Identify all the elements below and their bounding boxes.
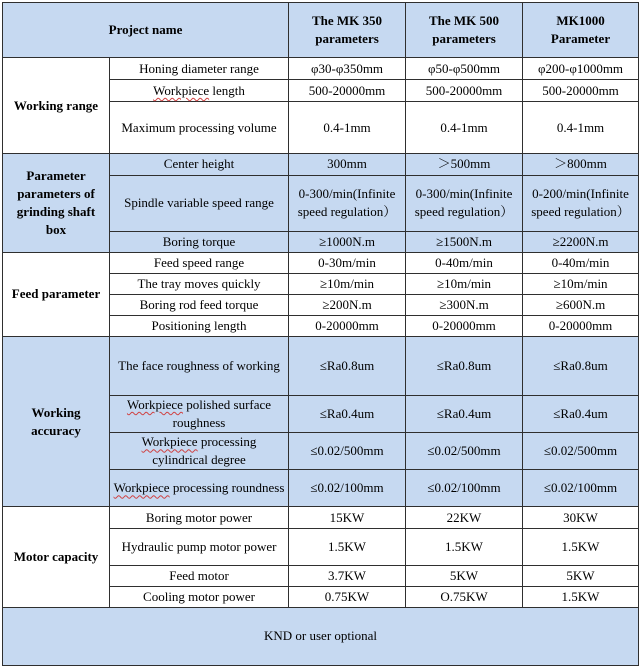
header-row <box>3 3 639 58</box>
cell-mk500: O.75KW <box>406 586 523 607</box>
cell-mk1000: φ200-φ1000mm <box>523 58 639 80</box>
cell-mk1000: ≥10m/min <box>523 273 639 294</box>
group-working-accuracy: Working accuracy <box>3 336 110 507</box>
cell-mk350: 15KW <box>289 507 406 528</box>
row-label-wavy: Workpiece <box>126 397 183 413</box>
cell-mk1000: ≥2200N.m <box>523 231 639 252</box>
table-row <box>3 154 639 175</box>
cell-mk500: 0-20000mm <box>406 315 523 336</box>
row-label: Feed motor <box>110 565 289 586</box>
cell-mk1000: 5KW <box>523 565 639 586</box>
cell-mk1000: 0-40m/min <box>523 252 639 273</box>
cell-mk500: φ50-φ500mm <box>406 58 523 80</box>
parameter-table <box>2 2 639 666</box>
cell-mk350: ≤0.02/100mm <box>289 470 406 507</box>
cell-mk350: φ30-φ350mm <box>289 58 406 80</box>
header-project-name: Project name <box>3 3 289 58</box>
row-label <box>110 433 289 470</box>
header-mk500: The MK 500 parameters <box>406 3 523 58</box>
cell-mk1000: ≥600N.m <box>523 294 639 315</box>
row-label: The tray moves quickly <box>110 273 289 294</box>
row-label: Cooling motor power <box>110 586 289 607</box>
cell-mk350: 0.75KW <box>289 586 406 607</box>
group-shaft-box: Parameter parameters of grinding shaft box <box>3 154 110 252</box>
cell-mk350: ≤Ra0.8um <box>289 336 406 395</box>
row-label-rest: processing roundness <box>169 480 285 496</box>
header-mk350: The MK 350 parameters <box>289 3 406 58</box>
group-working-range: Working range <box>3 58 110 154</box>
row-label <box>110 470 289 507</box>
footer-row <box>3 607 639 665</box>
row-label: Spindle variable speed range <box>110 175 289 231</box>
cell-mk500: 0-300/min(Infinite speed regulation） <box>406 175 523 231</box>
cell-mk500: 0-40m/min <box>406 252 523 273</box>
row-label: Boring motor power <box>110 507 289 528</box>
group-feed-parameter: Feed parameter <box>3 252 110 336</box>
cell-mk500: ≤0.02/500mm <box>406 433 523 470</box>
cell-mk1000: 1.5KW <box>523 528 639 565</box>
row-label: Feed speed range <box>110 252 289 273</box>
cell-mk1000: 0-200/min(Infinite speed regulation） <box>523 175 639 231</box>
cell-mk1000: ＞800mm <box>523 154 639 175</box>
cell-mk350: ≥200N.m <box>289 294 406 315</box>
cell-mk350: 1.5KW <box>289 528 406 565</box>
cell-mk1000: ≤Ra0.8um <box>523 336 639 395</box>
row-label: Maximum processing volume <box>110 102 289 154</box>
cell-mk500: ≤Ra0.8um <box>406 336 523 395</box>
cell-mk500: 5KW <box>406 565 523 586</box>
row-label: Boring rod feed torque <box>110 294 289 315</box>
cell-mk500: ≥1500N.m <box>406 231 523 252</box>
group-motor-capacity: Motor capacity <box>3 507 110 607</box>
cell-mk500: ≥10m/min <box>406 273 523 294</box>
cell-mk1000: 30KW <box>523 507 639 528</box>
row-label: Boring torque <box>110 231 289 252</box>
row-label-rest: length <box>209 82 245 98</box>
row-label: Positioning length <box>110 315 289 336</box>
header-mk1000: MK1000 Parameter <box>523 3 639 58</box>
cell-mk350: ≤Ra0.4um <box>289 396 406 433</box>
cell-mk500: ≤Ra0.4um <box>406 396 523 433</box>
cell-mk350: 3.7KW <box>289 565 406 586</box>
cell-mk500: 0.4-1mm <box>406 102 523 154</box>
cell-mk1000: ≤0.02/100mm <box>523 470 639 507</box>
cell-mk500: ≤0.02/100mm <box>406 470 523 507</box>
table-row <box>3 336 639 395</box>
footer-note: KND or user optional <box>3 607 639 665</box>
cell-mk500: 500-20000mm <box>406 80 523 102</box>
cell-mk1000: 1.5KW <box>523 586 639 607</box>
row-label-rest: processing cylindrical degree <box>152 434 257 468</box>
row-label-rest: polished surface roughness <box>172 397 272 431</box>
cell-mk350: 0-20000mm <box>289 315 406 336</box>
row-label: The face roughness of working <box>110 336 289 395</box>
cell-mk350: ≤0.02/500mm <box>289 433 406 470</box>
row-label <box>110 396 289 433</box>
row-label <box>110 80 289 102</box>
row-label-wavy: Workpiece <box>153 82 210 98</box>
cell-mk350: 0-30m/min <box>289 252 406 273</box>
cell-mk350: 0-300/min(Infinite speed regulation） <box>289 175 406 231</box>
table-row <box>3 252 639 273</box>
cell-mk500: 22KW <box>406 507 523 528</box>
cell-mk1000: ≤0.02/500mm <box>523 433 639 470</box>
row-label-wavy: Workpiece <box>141 434 198 450</box>
cell-mk350: 300mm <box>289 154 406 175</box>
row-label: Honing diameter range <box>110 58 289 80</box>
table-row <box>3 507 639 528</box>
cell-mk1000: 0-20000mm <box>523 315 639 336</box>
cell-mk1000: ≤Ra0.4um <box>523 396 639 433</box>
row-label-wavy: Workpiece <box>113 480 170 496</box>
table-row <box>3 58 639 80</box>
cell-mk500: ＞500mm <box>406 154 523 175</box>
row-label: Hydraulic pump motor power <box>110 528 289 565</box>
cell-mk350: 0.4-1mm <box>289 102 406 154</box>
cell-mk500: 1.5KW <box>406 528 523 565</box>
cell-mk1000: 500-20000mm <box>523 80 639 102</box>
cell-mk350: ≥10m/min <box>289 273 406 294</box>
cell-mk350: 500-20000mm <box>289 80 406 102</box>
cell-mk350: ≥1000N.m <box>289 231 406 252</box>
row-label: Center height <box>110 154 289 175</box>
cell-mk1000: 0.4-1mm <box>523 102 639 154</box>
cell-mk500: ≥300N.m <box>406 294 523 315</box>
